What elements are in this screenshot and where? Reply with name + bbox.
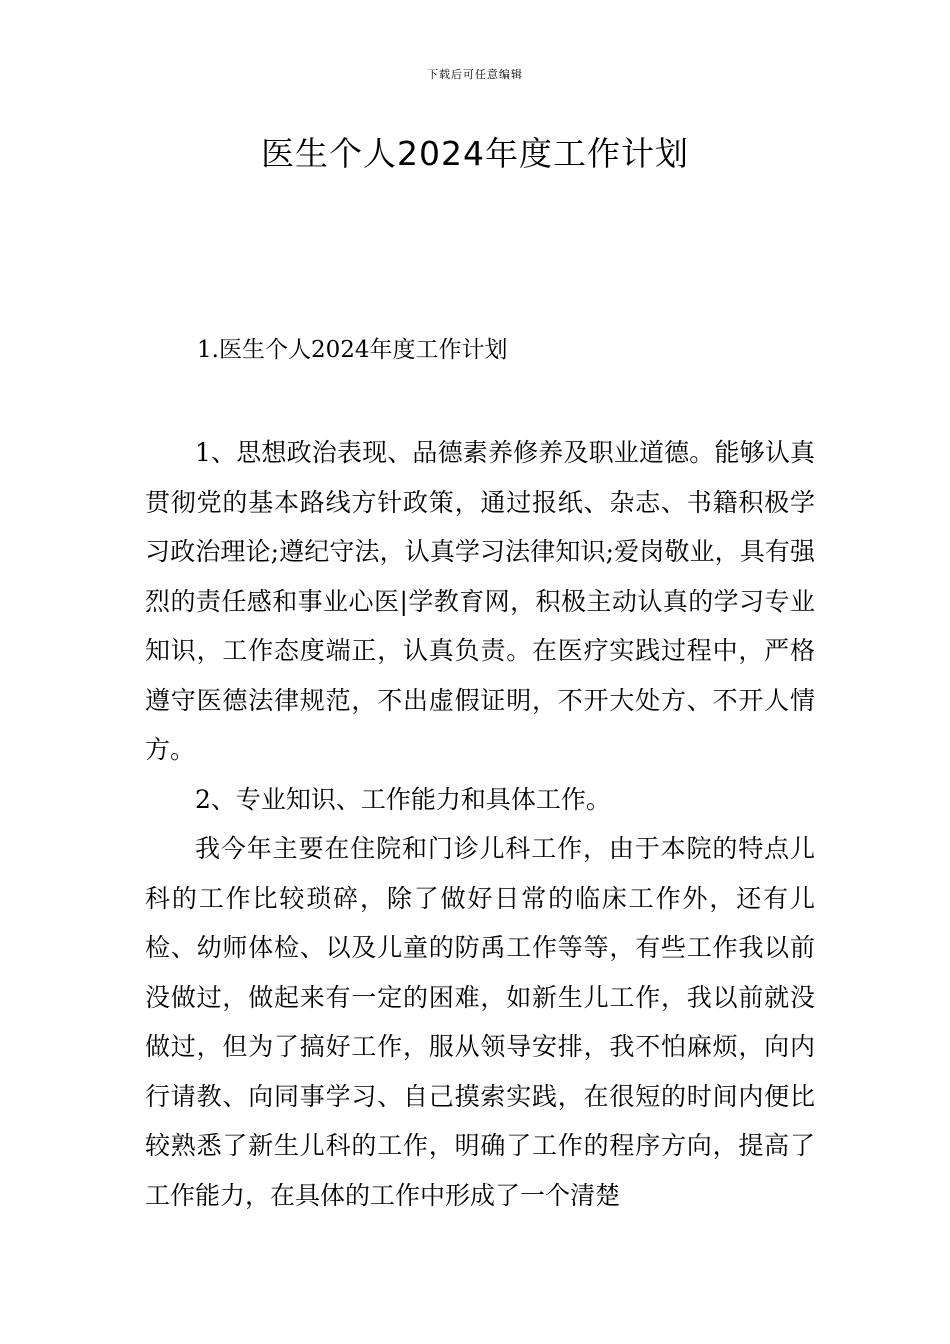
paragraph-3: 我今年主要在住院和门诊儿科工作，由于本院的特点儿科的工作比较琐碎，除了做好日常的临床工作外，还有儿检、幼师体检、以及儿童的防禹工作等等，有些工作我以前没做过，做起来有一定的困难，如新生儿工作，我以前就没做过，但为了搞好工作，服从领导安排，我不怕麻烦，向内行请教、向同事学习、自己摸索实践，在很短的时间内便比较熟悉了新生儿科的工作，明确了工作的程序方向，提高了工作能力，在具体的工作中形成了一个清楚 (145, 834, 815, 1210)
body-text (145, 428, 815, 1220)
document-title: 医生个人2024年度工作计划 (261, 134, 689, 173)
paragraph-1: 1、思想政治表现、品德素养修养及职业道德。能够认真贯彻党的基本路线方针政策，通过报纸、杂志、书籍积极学习政治理论;遵纪守法，认真学习法律知识;爱岗敬业，具有强烈的责任感和事业心医|学教育网，积极主动认真的学习专业知识，工作态度端正，认真负责。在医疗实践过程中，严格遵守医德法律规范，不出虚假证明，不开大处方、不开人情方。 (145, 438, 815, 764)
paragraph-2: 2、专业知识、工作能力和具体工作。 (195, 784, 611, 814)
header-note: 下载后可任意编辑 (427, 68, 523, 81)
section-heading: 1.医生个人2024年度工作计划 (197, 337, 508, 363)
